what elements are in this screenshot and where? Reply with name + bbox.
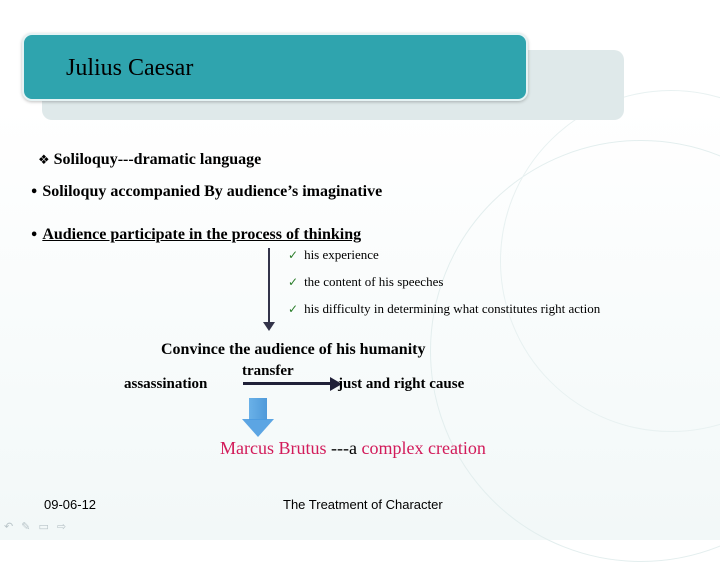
subpoint-text: his difficulty in determining what constitutes right action — [304, 301, 601, 316]
next-icon[interactable]: ⇨ — [56, 520, 67, 533]
blue-down-arrow-icon — [242, 419, 274, 437]
subpoint-text: his experience — [304, 247, 379, 262]
back-icon[interactable]: ↶ — [4, 520, 14, 533]
down-arrow-head-icon — [263, 322, 275, 331]
bullet-text: Soliloquy---dramatic language — [53, 151, 262, 168]
brutus-line — [220, 438, 486, 459]
assassination-label: assassination — [124, 376, 208, 392]
diamond-bullet-icon: ❖ — [38, 153, 50, 168]
subpoint-difficulty — [288, 301, 600, 317]
bullet-soliloquy-language — [38, 151, 261, 169]
slideshow-toolbar — [4, 520, 66, 533]
subpoint-experience — [288, 247, 379, 263]
dot-bullet-icon: • — [30, 185, 39, 200]
slides-icon[interactable]: ▭ — [38, 520, 49, 533]
check-icon: ✓ — [288, 275, 299, 289]
blue-down-arrow-shaft — [249, 398, 267, 420]
check-icon: ✓ — [288, 302, 299, 316]
brutus-dash: ---a — [326, 438, 362, 458]
slide-title: Julius Caesar — [66, 55, 194, 81]
dot-bullet-icon: • — [30, 228, 39, 243]
transfer-arrow-line — [243, 382, 333, 385]
title-bar — [22, 33, 528, 101]
brutus-descriptor: complex creation — [361, 438, 486, 458]
pen-icon[interactable]: ✎ — [21, 520, 31, 533]
bullet-text: Audience participate in the process of thinking — [42, 226, 362, 243]
brutus-name: Marcus Brutus — [220, 438, 327, 458]
check-icon: ✓ — [288, 248, 299, 262]
just-cause-label: just and right cause — [338, 376, 465, 392]
transfer-label: transfer — [242, 363, 294, 379]
footer-date: 09-06-12 — [44, 497, 97, 512]
subpoint-text: the content of his speeches — [304, 274, 444, 289]
down-arrow-line — [268, 248, 270, 325]
footer-title: The Treatment of Character — [283, 497, 443, 512]
subpoint-speeches — [288, 274, 443, 290]
bullet-audience-thinking — [30, 226, 361, 244]
bullet-text: Soliloquy accompanied By audience’s imaginative — [42, 183, 383, 200]
bullet-soliloquy-audience — [30, 183, 382, 201]
convince-text: Convince the audience of his humanity — [161, 341, 426, 358]
